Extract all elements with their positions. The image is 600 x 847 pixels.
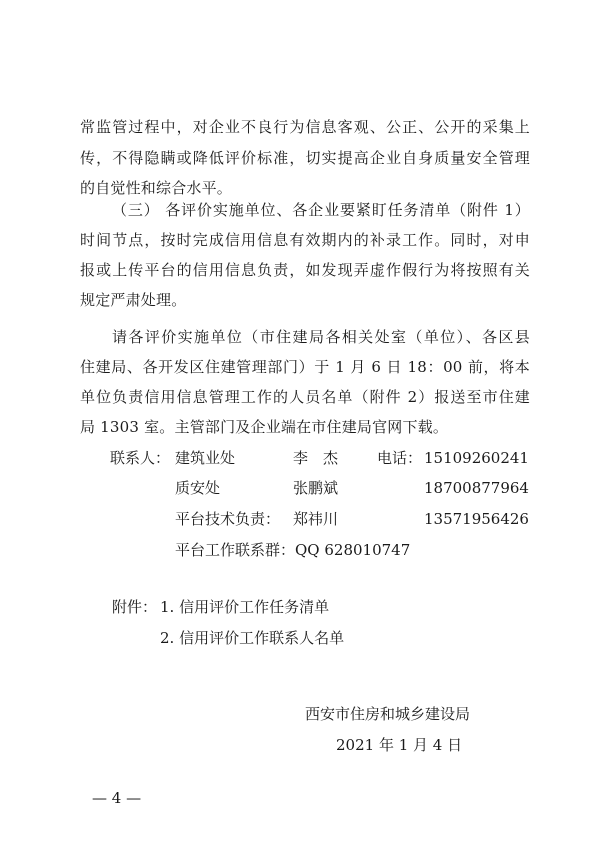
contact-phone: 13571956426 bbox=[424, 510, 529, 528]
page-number: — 4 — bbox=[92, 789, 142, 807]
contact-name: 郑祎川 bbox=[293, 510, 339, 528]
paragraph-line: 单位负责信用信息管理工作的人员名单（附件 2）报送至市住建 bbox=[80, 388, 530, 406]
contact-dept: 建筑业处 bbox=[175, 449, 236, 467]
issue-date: 2021 年 1 月 4 日 bbox=[336, 736, 463, 754]
paragraph-line: 传，不得隐瞒或降低评价标准，切实提高企业自身质量安全管理 bbox=[80, 149, 530, 167]
paragraph-line: 住建局、各开发区住建管理部门）于 1 月 6 日 18：00 前，将本 bbox=[80, 358, 530, 376]
contact-group: 平台工作联系群：QQ 628010747 bbox=[175, 541, 411, 559]
phone-label: 电话： bbox=[377, 449, 423, 467]
paragraph-line: 的自觉性和综合水平。 bbox=[80, 179, 233, 197]
attachments-label: 附件： bbox=[112, 598, 158, 616]
contact-phone: 18700877964 bbox=[424, 479, 529, 497]
contact-name: 李 杰 bbox=[293, 449, 339, 467]
attachment-item: 1. 信用评价工作任务清单 bbox=[160, 598, 330, 616]
issuing-organization: 西安市住房和城乡建设局 bbox=[305, 705, 471, 723]
contact-name: 张鹏斌 bbox=[293, 479, 339, 497]
paragraph-line: 报或上传平台的信用信息负责，如发现弄虚作假行为将按照有关 bbox=[80, 261, 530, 279]
paragraph-line: 请各评价实施单位（市住建局各相关处室（单位）、各区县 bbox=[112, 328, 530, 346]
paragraph-line: 时间节点，按时完成信用信息有效期内的补录工作。同时，对申 bbox=[80, 231, 530, 249]
paragraph-line: 规定严肃处理。 bbox=[80, 291, 187, 309]
paragraph-line: （三） 各评价实施单位、各企业要紧盯任务清单（附件 1） bbox=[112, 201, 530, 219]
attachment-item: 2. 信用评价工作联系人名单 bbox=[160, 629, 345, 647]
paragraph-line: 常监管过程中，对企业不良行为信息客观、公正、公开的采集上 bbox=[80, 118, 530, 136]
contact-dept: 质安处 bbox=[175, 479, 221, 497]
contact-dept: 平台技术负责： bbox=[175, 510, 281, 528]
contact-phone: 15109260241 bbox=[424, 449, 529, 467]
paragraph-line: 局 1303 室。主管部门及企业端在市住建局官网下载。 bbox=[80, 418, 449, 436]
contact-label: 联系人： bbox=[110, 449, 171, 467]
